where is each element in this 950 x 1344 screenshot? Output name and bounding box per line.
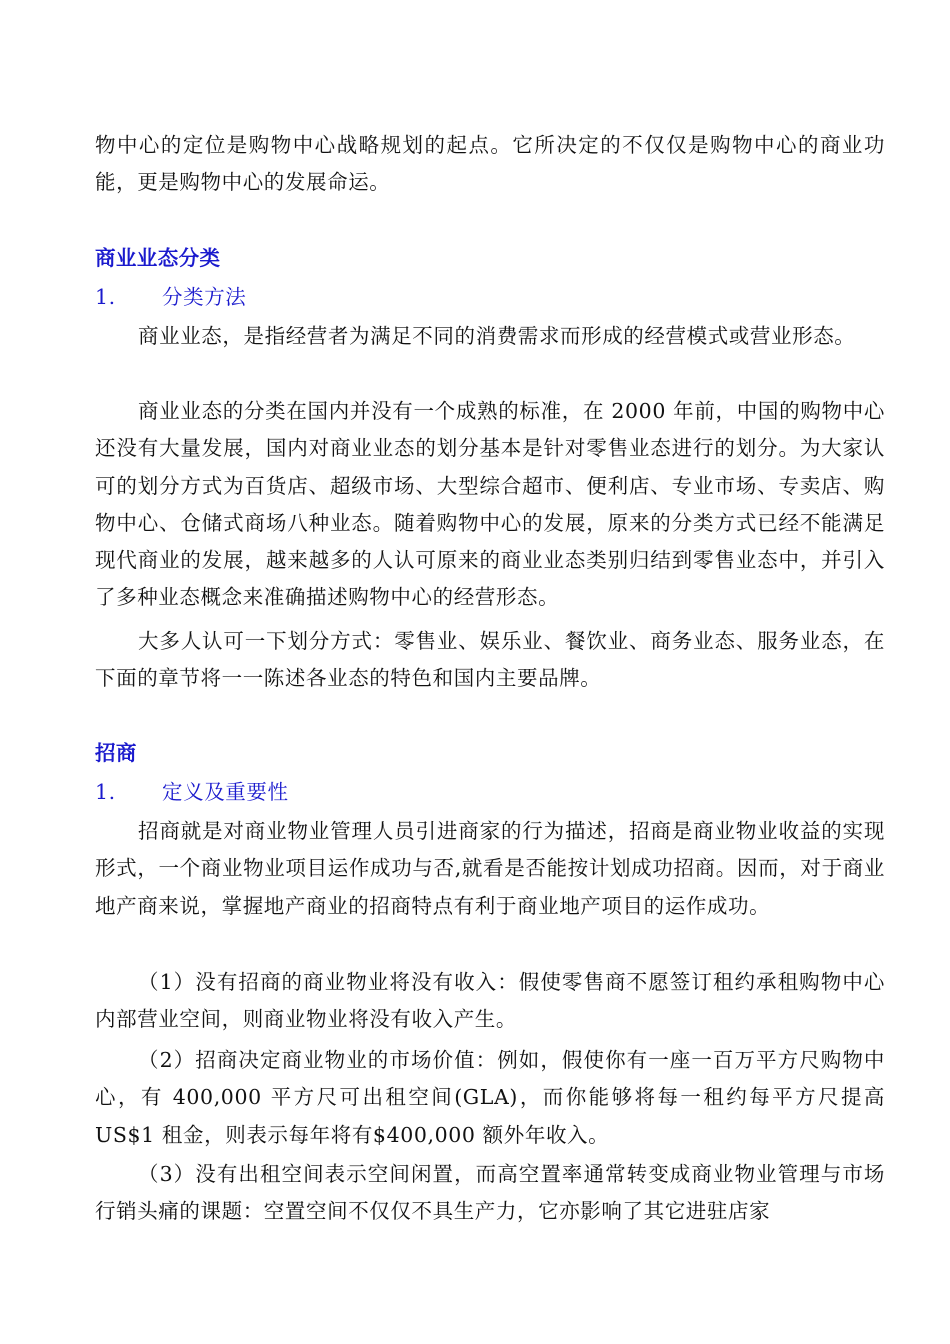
paragraph-point-2: （2）招商决定商业物业的市场价值：例如，假使你有一座一百万平方尺购物中心，有 400,000 平方尺可出租空间(GLA)，而你能够将每一租约每平方尺提高 US$1 租金，则表示每年将有$400,000 额外年收入。	[95, 1048, 885, 1147]
paragraph-classification-standard: 商业业态的分类在国内并没有一个成熟的标准，在 2000 年前，中国的购物中心还没有大量发展，国内对商业业态的划分基本是针对零售业态进行的划分。为大家认可的划分方式为百货店、超级市场、大型综合超市、便利店、专业市场、专卖店、购物中心、仓储式商场八种业态。随着购物中心的发展，原来的分类方式已经不能满足现代商业的发展，越来越多的人认可原来的商业业态类别归结到零售业态中，并引入了多种业态概念来准确描述购物中心的经营形态。	[95, 399, 885, 610]
subheading-title: 分类方法	[162, 285, 247, 309]
paragraph-point-3: （3）没有出租空间表示空间闲置，而高空置率通常转变成商业物业管理与市场行销头痛的课题：空置空间不仅仅不具生产力，它亦影响了其它进驻店家	[95, 1162, 885, 1224]
subheading-title: 定义及重要性	[162, 780, 289, 804]
subheading-classification-method	[95, 282, 246, 312]
paragraph-leasing-definition: 招商就是对商业物业管理人员引进商家的行为描述，招商是商业物业收益的实现形式，一个商业物业项目运作成功与否,就看是否能按计划成功招商。因而，对于商业地产商来说，掌握地产商业的招商特点有利于商业地产项目的运作成功。	[95, 819, 885, 918]
paragraph-definition: 商业业态，是指经营者为满足不同的消费需求而形成的经营模式或营业形态。	[138, 324, 856, 348]
intro-paragraph: 物中心的定位是购物中心战略规划的起点。它所决定的不仅仅是购物中心的商业功能，更是购物中心的发展命运。	[95, 133, 885, 195]
paragraph-point-1: （1）没有招商的商业物业将没有收入：假使零售商不愿签订租约承租购物中心内部营业空间，则商业物业将没有收入产生。	[95, 970, 885, 1032]
section-heading-leasing: 招商	[95, 741, 137, 765]
subheading-number: 1.	[95, 285, 116, 309]
subheading-number: 1.	[95, 780, 116, 804]
section-heading-business-formats: 商业业态分类	[95, 246, 221, 270]
subheading-definition-importance	[95, 777, 289, 807]
paragraph-classification-approach: 大多人认可一下划分方式：零售业、娱乐业、餐饮业、商务业态、服务业态，在下面的章节将一一陈述各业态的特色和国内主要品牌。	[95, 629, 885, 691]
